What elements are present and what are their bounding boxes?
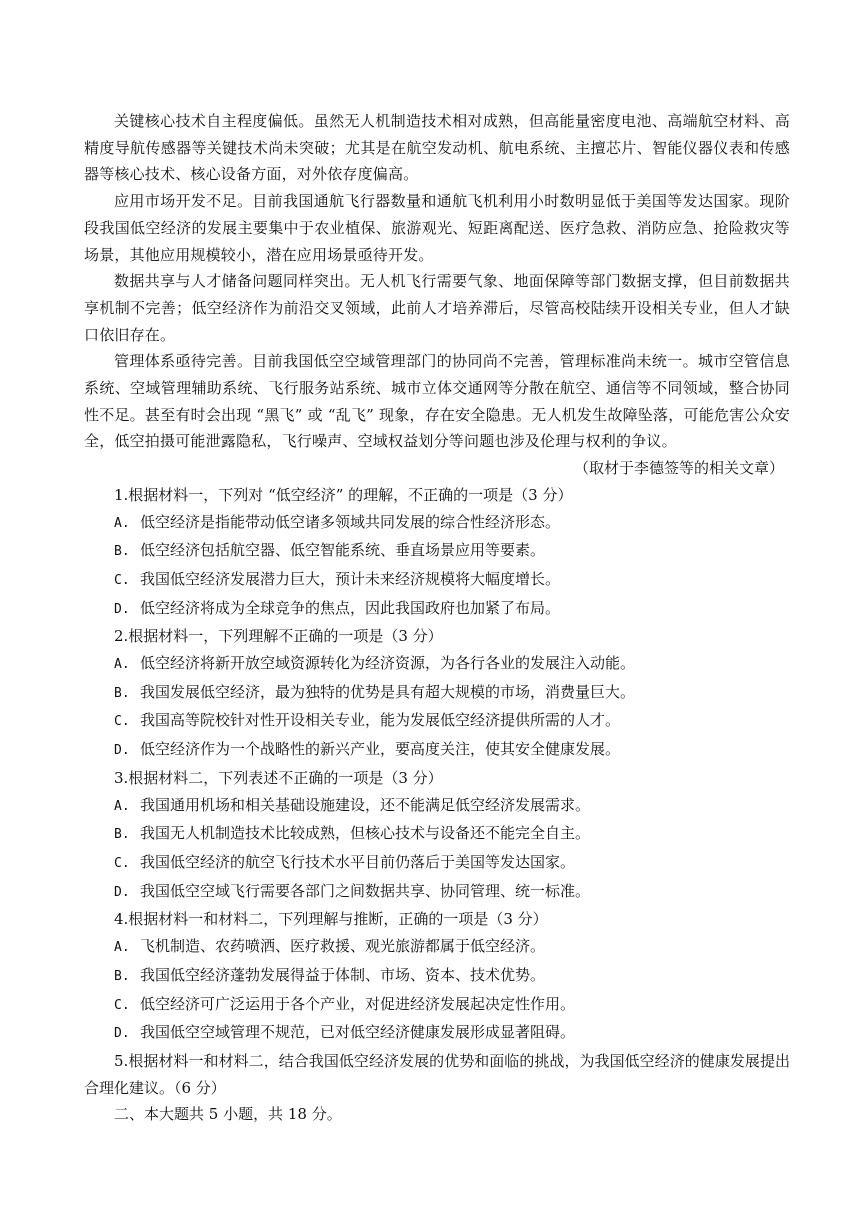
material-paragraph-1: 关键核心技术自主程度偏低。虽然无人机制造技术相对成熟，但高能量密度电池、高端航空材料、高精度导航传感器等关键技术尚未突破；尤其是在航空发动机、航电系统、主擅芯片、智能仪器仪表和传感器等核心技术、核心设备方面，对外依存度偏高。 [84,112,790,184]
question-stem: 3.根据材料二，下列表述不正确的一项是（3 分） [114,768,443,787]
option-d [84,595,790,624]
question-stem: 5.根据材料一和材料二，结合我国低空经济发展的优势和面临的挑战，为我国低空经济的健康发展提出合理化建议。（6 分） [84,1051,790,1097]
option-b [84,820,790,849]
option-letter: B. [114,685,130,701]
option-letter: B. [114,544,130,560]
option-letter: D. [114,743,130,759]
option-a [84,933,790,962]
section-heading: 二、本大题共 5 小题，共 18 分。 [114,1105,342,1124]
option-letter: D. [114,601,130,617]
option-c [84,707,790,736]
question-stem: 4.根据材料一和材料二，下列理解与推断，正确的一项是（3 分） [114,910,548,929]
option-text: 低空经济可广泛运用于各个产业，对促进经济发展起决定性作用。 [140,994,576,1013]
question-1 [84,482,790,624]
option-d [84,736,790,765]
option-letter: A. [114,798,130,814]
option-a [84,509,790,538]
option-letter: D. [114,1026,130,1042]
option-text: 我国高等院校针对性开设相关专业，能为发展低空经济提供所需的人才。 [140,711,621,730]
option-text: 我国低空经济蓬勃发展得益于体制、市场、资本、技术优势。 [140,965,546,984]
option-text: 低空经济将成为全球竞争的焦点，因此我国政府也加紧了布局。 [140,598,561,617]
option-text: 我国发展低空经济，最为独特的优势是具有超大规模的市场，消费量巨大。 [140,682,636,701]
question-2 [84,623,790,765]
option-letter: C. [114,572,130,588]
document-body [84,108,790,1128]
option-text: 我国低空经济的航空飞行技术水平目前仍落后于美国等发达国家。 [140,852,576,871]
option-text: 我国通用机场和相关基础设施建设，还不能满足低空经济发展需求。 [140,795,591,814]
option-text: 低空经济是指能带动低空诸多领域共同发展的综合性经济形态。 [140,512,561,531]
question-stem: 1.根据材料一，下列对 “低空经济” 的理解，不正确的一项是（3 分） [114,485,573,504]
material-paragraph-3: 数据共享与人才储备问题同样突出。无人机飞行需要气象、地面保障等部门数据支撑，但目前数据共享机制不完善；低空经济作为前沿交叉领域，此前人才培养滞后，尽管高校陆续开设相关专业，但人才缺口依旧存在。 [84,272,790,344]
option-text: 飞机制造、农药喷洒、医疗救援、观光旅游都属于低空经济。 [140,937,546,956]
question-stem: 2.根据材料一，下列理解不正确的一项是（3 分） [114,627,443,646]
option-letter: C. [114,855,130,871]
option-letter: A. [114,940,130,956]
option-letter: B. [114,827,130,843]
option-letter: C. [114,714,130,730]
material-paragraph-4: 管理体系亟待完善。目前我国低空空域管理部门的协同尚不完善，管理标准尚未统一。城市空管信息系统、空域管理辅助系统、飞行服务站系统、城市立体交通网等分散在航空、通信等不同领域，整合协同性不足。甚至有时会出现 “黑飞” 或 “乱飞” 现象，存在安全隐患。无人机发生故障坠落，可能危害公众安全，低空拍摄可能泄露隐私，飞行噪声、空域权益划分等问题也涉及伦理与权利的争议。 [84,352,790,451]
option-b [84,679,790,708]
option-d [84,878,790,907]
option-letter: A. [114,657,130,673]
source-citation: （取材于李德签等的相关文章） [573,459,784,478]
option-b [84,962,790,991]
option-text: 低空经济作为一个战略性的新兴产业，要高度关注，使其安全健康发展。 [140,740,621,759]
option-letter: A. [114,515,130,531]
option-d [84,1019,790,1048]
material-paragraph-2: 应用市场开发不足。目前我国通航飞行器数量和通航飞机利用小时数明显低于美国等发达国家。现阶段我国低空经济的发展主要集中于农业植保、旅游观光、短距离配送、医疗急救、消防应急、抢险救灾等场景，其他应用规模较小，潜在应用场景亟待开发。 [84,192,790,264]
option-c [84,991,790,1020]
option-a [84,650,790,679]
option-text: 我国低空空域飞行需要各部门之间数据共享、协同管理、统一标准。 [140,881,591,900]
question-4 [84,906,790,1048]
option-text: 低空经济包括航空器、低空智能系统、垂直场景应用等要素。 [140,541,546,560]
option-text: 我国无人机制造技术比较成熟，但核心技术与设备还不能完全自主。 [140,824,591,843]
question-5 [84,1048,790,1101]
option-letter: B. [114,968,130,984]
option-letter: D. [114,884,130,900]
option-c [84,849,790,878]
option-c [84,566,790,595]
question-3 [84,765,790,907]
option-a [84,792,790,821]
option-text: 我国低空空域管理不规范，已对低空经济健康发展形成显著阻碍。 [140,1023,576,1042]
option-text: 低空经济将新开放空域资源转化为经济资源，为各行各业的发展注入动能。 [140,654,636,673]
option-b [84,537,790,566]
option-letter: C. [114,997,130,1013]
option-text: 我国低空经济发展潜力巨大，预计未来经济规模将大幅度增长。 [140,569,561,588]
